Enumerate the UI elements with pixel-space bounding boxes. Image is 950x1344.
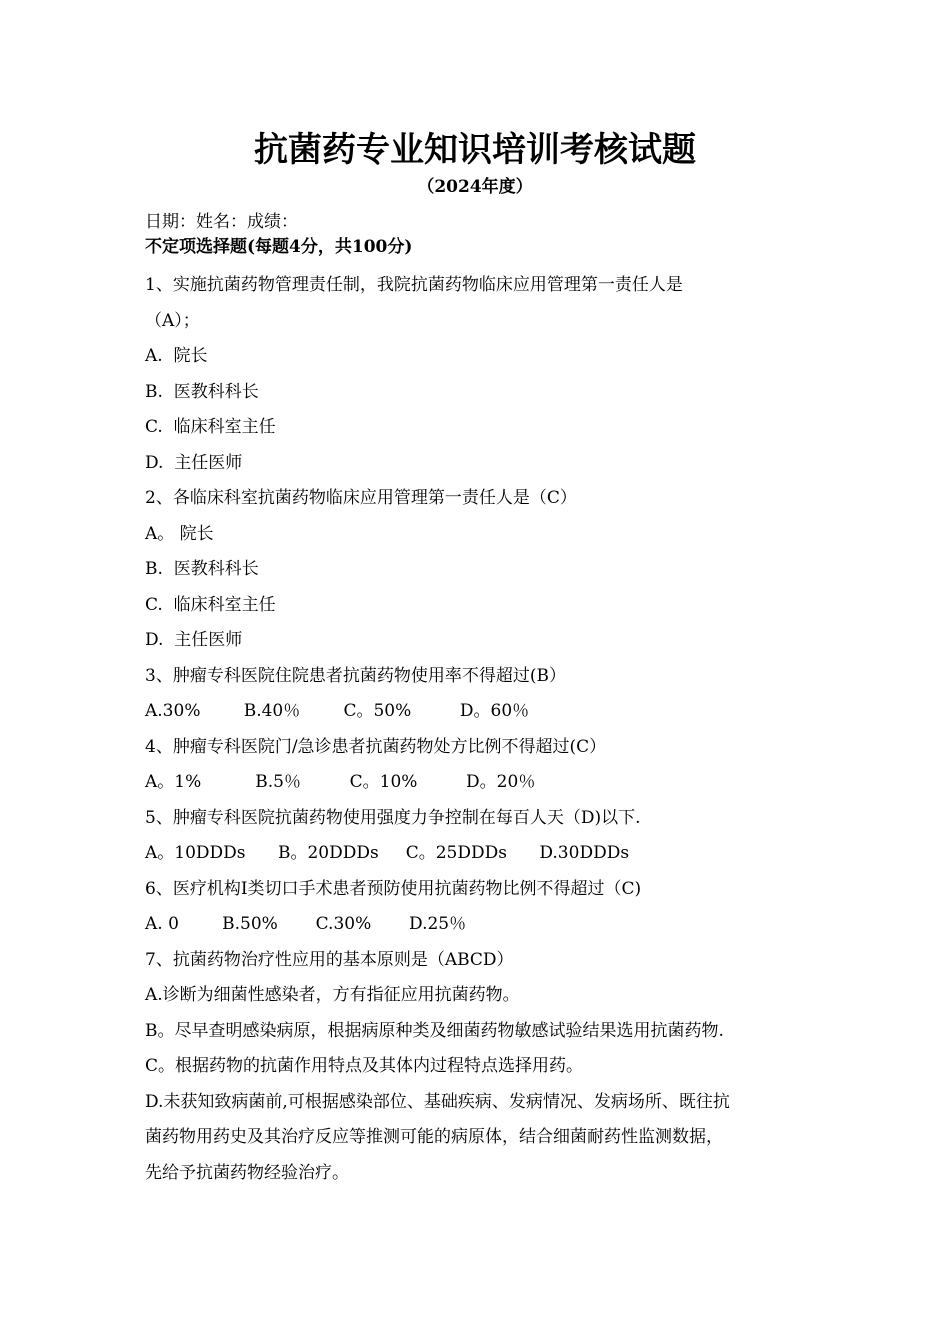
option-line: 菌药物用药史及其治疗反应等推测可能的病原体，结合细菌耐药性监测数据， xyxy=(145,1127,723,1147)
option-line: B. 医教科科长 xyxy=(145,381,259,402)
question-line: 6、医疗机构I类切口手术患者预防使用抗菌药物比例不得超过（C) xyxy=(145,878,642,899)
page-subtitle: （2024年度） xyxy=(417,177,533,197)
option-line: A. 0 B.50% C.30% D.25％ xyxy=(145,914,467,934)
section-title: 不定项选择题(每题4分，共100分) xyxy=(145,237,413,257)
option-line: C. 临床科室主任 xyxy=(145,417,276,437)
option-line: C。根据药物的抗菌作用特点及其体内过程特点选择用药。 xyxy=(145,1056,584,1076)
page-title: 抗菌药专业知识培训考核试题 xyxy=(254,130,696,170)
option-line: A. 院长 xyxy=(145,346,208,366)
question-line: 4、肿瘤专科医院门/急诊患者抗菌药物处方比例不得超过(C） xyxy=(145,736,607,757)
option-line: B. 医教科科长 xyxy=(145,559,259,579)
answer-line: （A）； xyxy=(145,310,200,331)
option-line: C. 临床科室主任 xyxy=(145,594,276,615)
info-line: 日期：姓名：成绩： xyxy=(145,212,298,232)
option-line: D. 主任医师 xyxy=(145,452,243,473)
question-line: 3、肿瘤专科医院住院患者抗菌药物使用率不得超过(B） xyxy=(145,665,566,686)
option-line: A。1% B.5％ C。10% D。20％ xyxy=(145,772,536,792)
question-line: 1、实施抗菌药物管理责任制，我院抗菌药物临床应用管理第一责任人是 xyxy=(145,275,683,295)
option-line: A.诊断为细菌性感染者，方有指征应用抗菌药物。 xyxy=(145,985,520,1005)
option-line: 先给予抗菌药物经验治疗。 xyxy=(145,1162,349,1183)
option-line: D. 主任医师 xyxy=(145,630,243,650)
option-line: B。尽早查明感染病原，根据病原种类及细菌药物敏感试验结果选用抗菌药物. xyxy=(145,1020,724,1041)
question-line: 2、各临床科室抗菌药物临床应用管理第一责任人是（C） xyxy=(145,488,577,508)
question-line: 5、肿瘤专科医院抗菌药物使用强度力争控制在每百人天（D)以下. xyxy=(145,807,641,828)
exam-content xyxy=(145,210,810,1191)
option-line: A.30% B.40％ C。50% D。60％ xyxy=(145,701,530,721)
option-line: A。10DDDs B。20DDDs C。25DDDs D.30DDDs xyxy=(145,843,630,863)
question-line: 7、抗菌药物治疗性应用的基本原则是（ABCD） xyxy=(145,949,514,970)
option-line: A。 院长 xyxy=(145,523,214,544)
option-line: D.未获知致病菌前,可根据感染部位、基础疾病、发病情况、发病场所、既往抗 xyxy=(145,1091,730,1112)
